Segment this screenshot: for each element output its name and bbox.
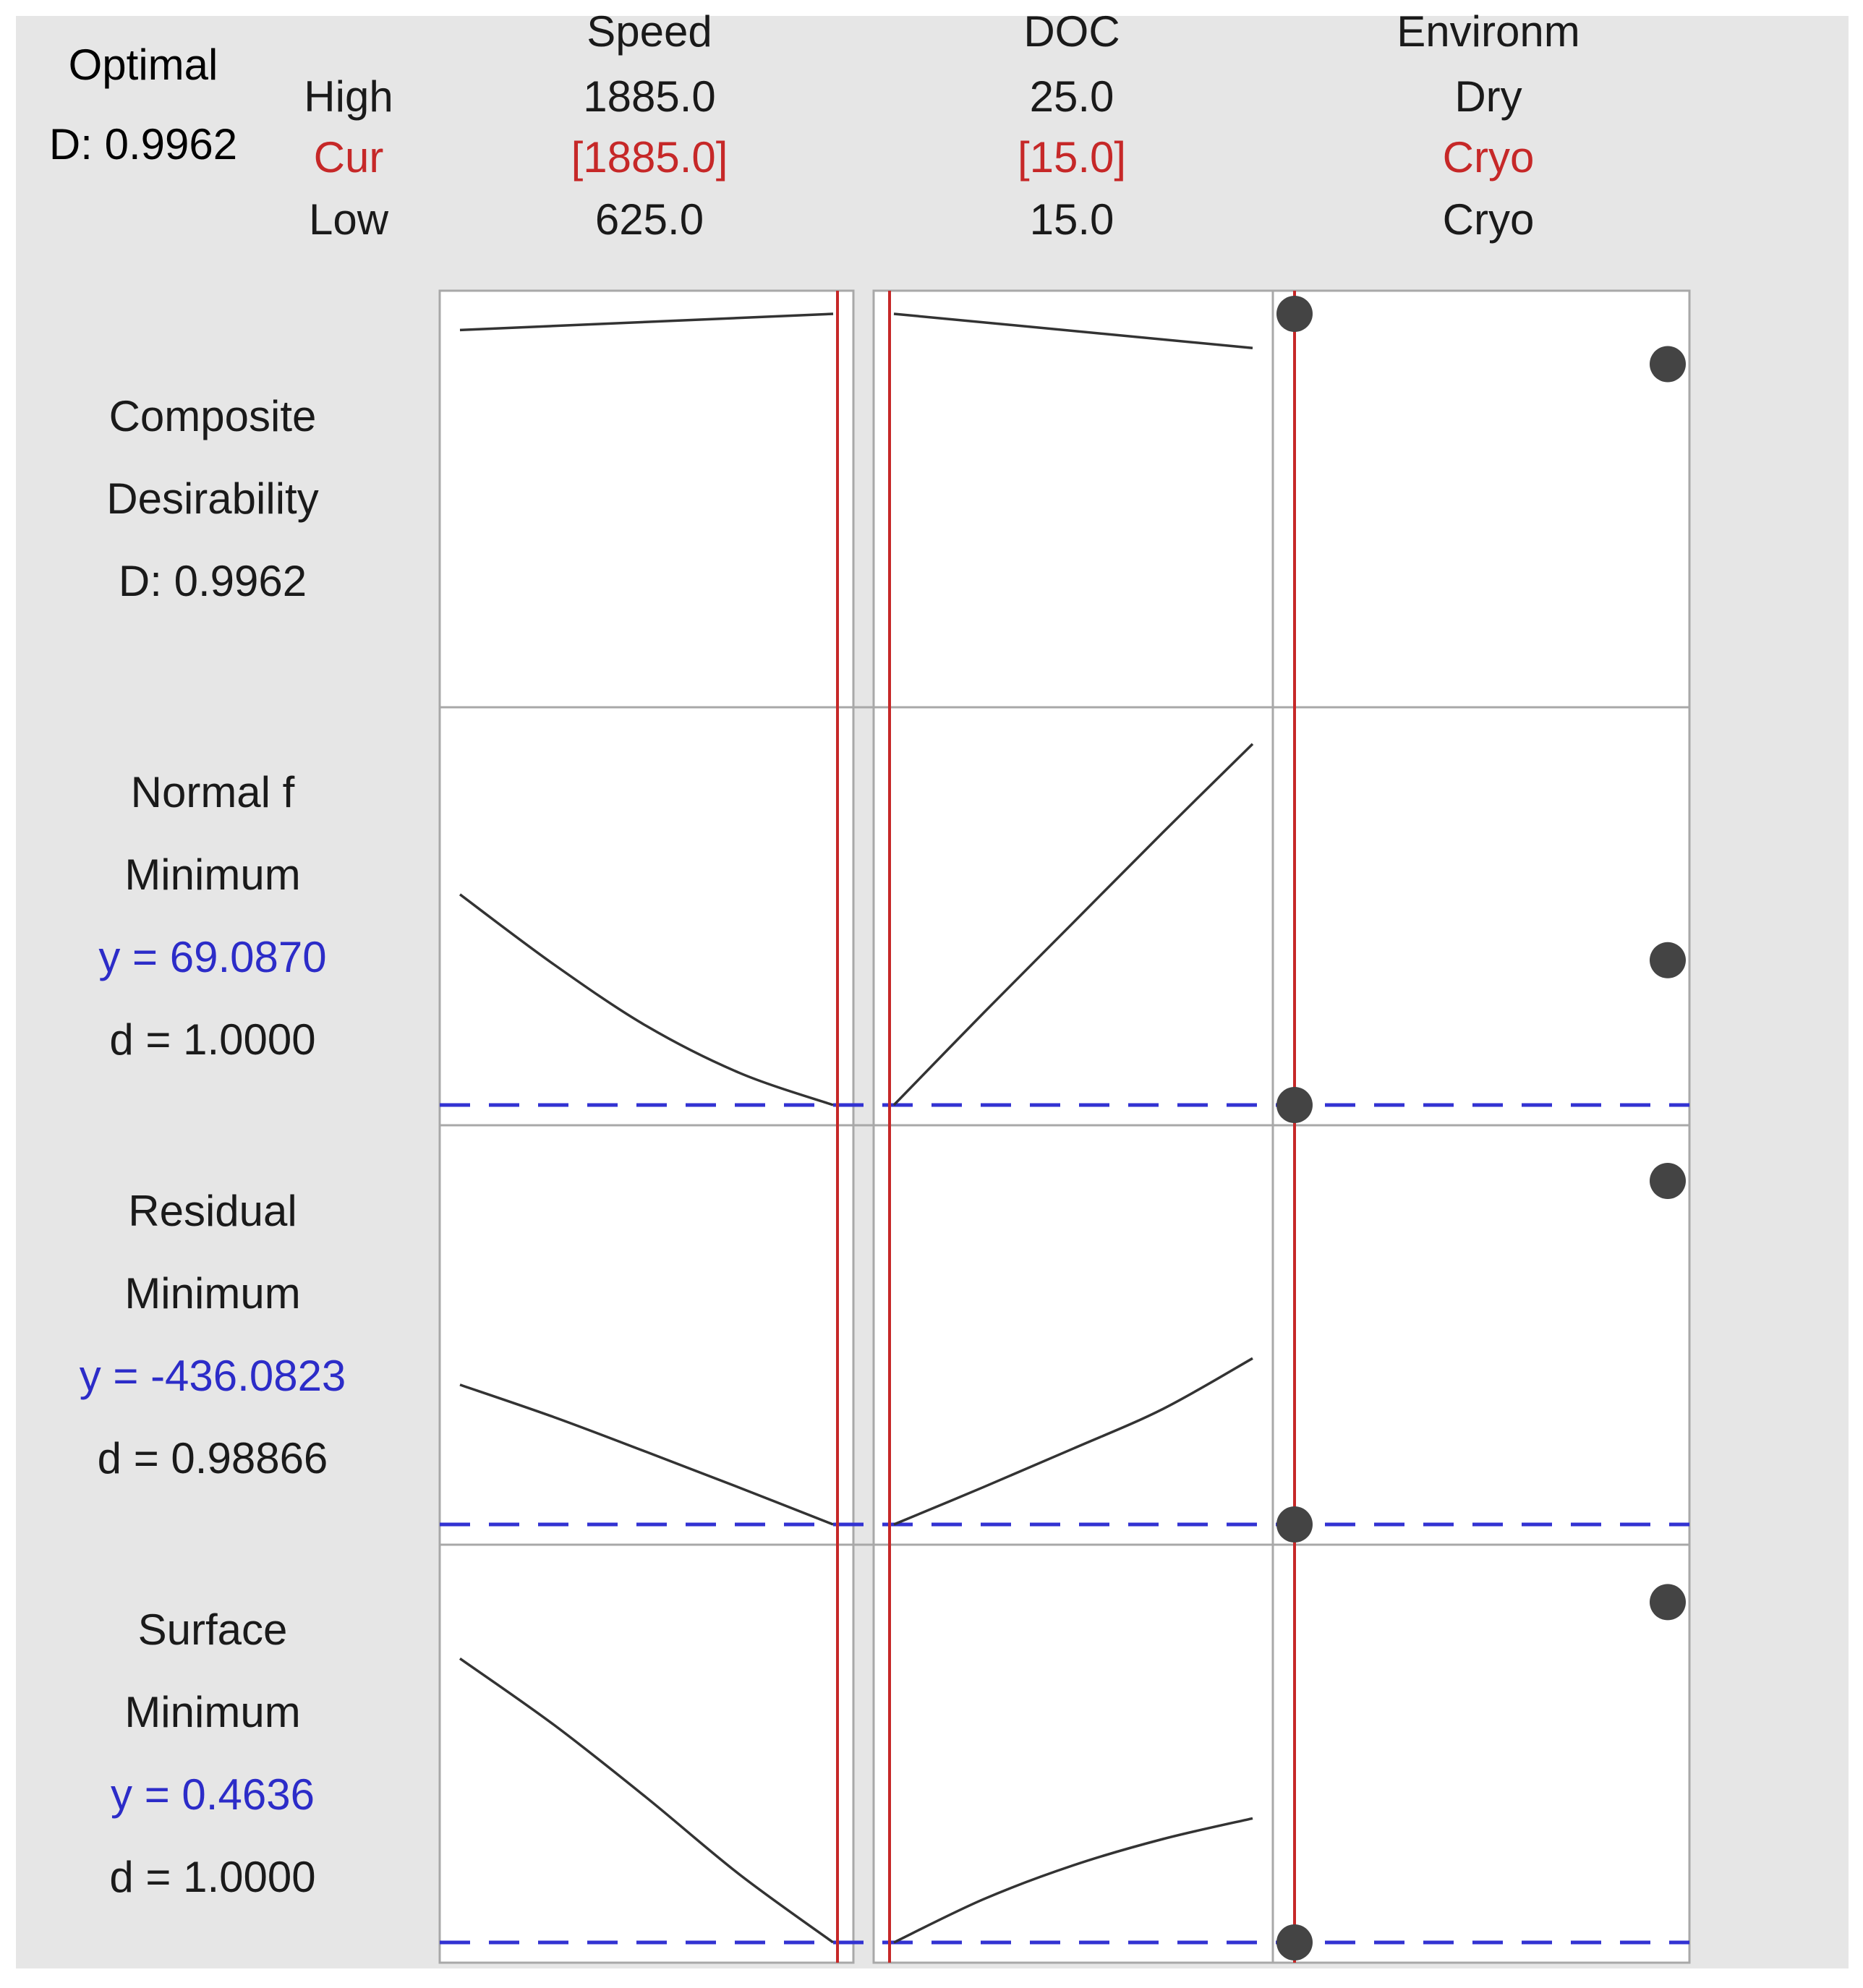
response-label-line: d = 1.0000 <box>109 1853 316 1901</box>
factor-current-value: [1885.0] <box>571 133 728 182</box>
factor-name: Speed <box>587 7 712 56</box>
level-point <box>1276 1087 1313 1123</box>
factor-high-value: Dry <box>1454 72 1522 121</box>
optimal-label: Optimal <box>68 40 218 89</box>
factor-column-panel <box>874 291 1273 1963</box>
response-label-line: y = 69.0870 <box>98 933 327 981</box>
level-point <box>1276 1924 1313 1961</box>
level-point <box>1650 1163 1686 1199</box>
header-row-labels <box>304 72 393 244</box>
response-label-line: Residual <box>128 1187 297 1235</box>
optimal-d-value: D: 0.9962 <box>48 120 238 168</box>
header-row-label-high: High <box>304 72 393 121</box>
level-point <box>1650 942 1686 978</box>
factor-current-value: [15.0] <box>1017 133 1127 182</box>
factor-name: DOC <box>1023 7 1120 56</box>
factor-low-value: 625.0 <box>594 195 704 244</box>
factor-current-value: Cryo <box>1442 133 1535 182</box>
panels-layer <box>440 291 1689 1963</box>
factor-column-panel <box>1273 291 1689 1963</box>
factor-high-value: 25.0 <box>1029 72 1114 121</box>
response-label-line: Normal f <box>130 768 295 816</box>
level-point <box>1650 1584 1686 1620</box>
response-label-line: D: 0.9962 <box>118 557 307 605</box>
header-row-label-low: Low <box>308 195 389 244</box>
response-label-line: Minimum <box>124 1269 301 1318</box>
response-label-line: d = 1.0000 <box>109 1015 316 1064</box>
response-label-line: Surface <box>137 1605 288 1654</box>
response-label-line: y = 0.4636 <box>111 1770 315 1819</box>
level-point <box>1276 1506 1313 1543</box>
factor-low-value: 15.0 <box>1029 195 1114 244</box>
response-label-line: Composite <box>108 392 317 440</box>
factor-name: Environm <box>1397 7 1580 56</box>
header-row-label-cur: Cur <box>313 133 384 182</box>
response-label-line: Minimum <box>124 1688 301 1736</box>
response-label-line: d = 0.98866 <box>97 1434 328 1483</box>
level-point <box>1276 296 1313 332</box>
factor-high-value: 1885.0 <box>583 72 716 121</box>
response-label-line: Minimum <box>124 850 301 899</box>
response-label-line: y = -436.0823 <box>79 1352 346 1400</box>
response-label-line: Desirability <box>106 474 319 523</box>
factor-low-value: Cryo <box>1442 195 1535 244</box>
level-point <box>1650 346 1686 382</box>
factor-column-panel <box>440 291 853 1963</box>
